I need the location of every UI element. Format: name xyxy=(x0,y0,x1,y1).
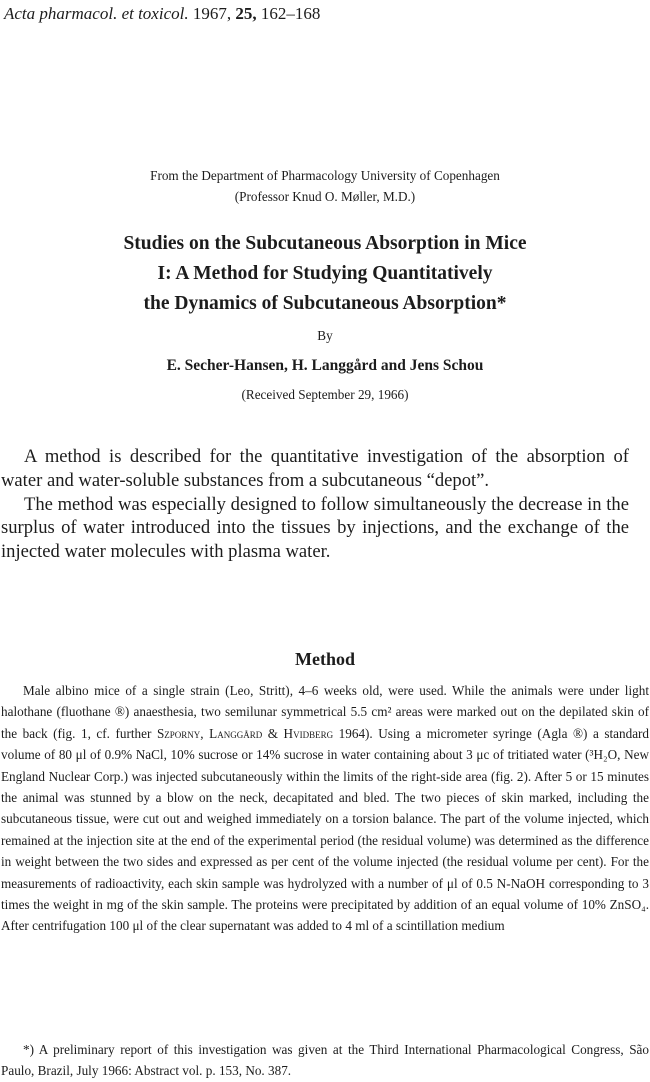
journal-year: 1967, xyxy=(192,4,232,23)
method-paragraph xyxy=(1,680,649,937)
title-line-2: I: A Method for Studying Quantitatively xyxy=(157,263,493,284)
abstract-paragraph-2: The method was especially designed to follow simultaneously the decrease in the surplus of water introduced into the tissues by injections, and the exchange of the injected water molecules with plasma water. xyxy=(1,493,629,563)
journal-citation xyxy=(4,4,320,24)
affiliation-line-2: (Professor Knud O. Møller, M.D.) xyxy=(234,189,416,204)
received-date: (Received September 29, 1966) xyxy=(241,387,409,402)
section-heading-method: Method xyxy=(295,649,355,669)
method-text xyxy=(1,680,649,937)
journal-title: Acta pharmacol. et toxicol. xyxy=(4,4,189,23)
reference-citation: Szporny, Langgård & Hvidberg xyxy=(156,725,334,741)
title-line-1: Studies on the Subcutaneous Absorption in Mice xyxy=(123,233,527,254)
affiliation-line-1: From the Department of Pharmacology University of Copenhagen xyxy=(150,168,500,183)
authors: E. Secher-Hansen, H. Langgård and Jens Schou xyxy=(166,357,484,374)
footnote xyxy=(1,1039,649,1081)
method-text-part-2: 1964). Using a micrometer syringe (Agla ®) a standard volume of 80 μl of 0.9% NaCl, 10% sucrose or 14% sucrose in water containing about 3 μc of tritiated water (³H₂O, New England Nuclear Corp.) was injected subcutaneously within the limits of the right-side area (fig. 2). After 5 or 15 minutes the animal was stunned by a blow on the neck, decapitated and bled. The two pieces of skin marked, including the subcutaneous tissue, were cut out and weighed immediately on a torsion balance. The part of the volume injected, which remained at the injection site at the end of the experimental period (the residual volume) was determined as the difference in weight between the two sides and expressed as per cent of the volume injected (the residual volume per cent). For the measurements of radioactivity, each skin sample was hydrolyzed with a number of μl of 0.5 N-NaOH corresponding to 3 times the weight in mg of the skin sample. The proteins were precipitated by addition of an equal volume of 10% ZnSO₄. After centrifugation 100 μl of the clear supernatant was added to 4 ml of a scintillation medium xyxy=(1,725,650,934)
journal-volume: 25, xyxy=(235,4,257,23)
abstract xyxy=(1,445,629,564)
byline: By xyxy=(317,328,333,343)
method-text-part-1: Male albino mice of a single strain (Leo, Stritt), 4–6 weeks old, were used. While the animals were under light halothane (fluothane ®) anaesthesia, two semilunar symmetrical 5.5 cm² areas were marked out on the depilated skin of the back (fig. 1, cf. further xyxy=(1,683,649,741)
abstract-paragraph-1: A method is described for the quantitative investigation of the absorption of water and water-soluble substances from a subcutaneous “depot”. xyxy=(1,446,629,491)
footnote-text: *) A preliminary report of this investigation was given at the Third International Pharmacological Congress, São Paulo, Brazil, July 1966: Abstract vol. p. 153, No. 387. xyxy=(1,1042,649,1078)
journal-pages: 162–168 xyxy=(260,4,321,23)
title-line-3: the Dynamics of Subcutaneous Absorption* xyxy=(143,293,507,314)
